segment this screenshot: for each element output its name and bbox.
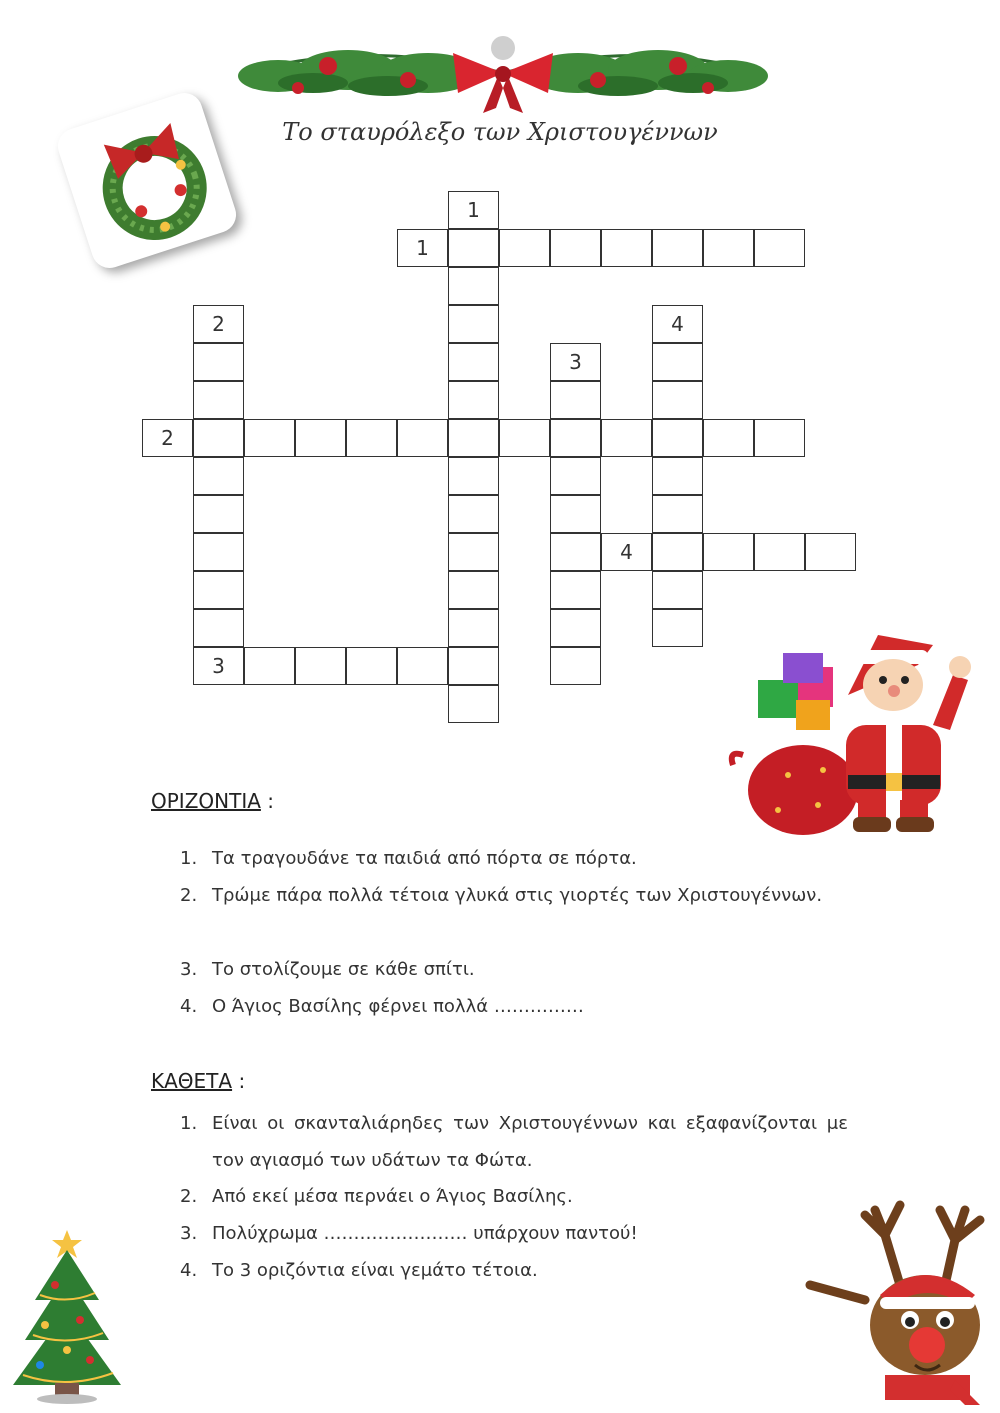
crossword-cell[interactable] — [652, 571, 703, 609]
crossword-cell[interactable] — [550, 495, 601, 533]
crossword-cell[interactable] — [193, 457, 244, 495]
christmas-garland-image — [238, 18, 768, 118]
across-clue-1: 1. Τα τραγουδάνε τα παιδιά από πόρτα σε πόρτα. — [180, 848, 637, 869]
clue-number-down-4: 4 — [671, 312, 684, 336]
crossword-cell[interactable] — [193, 533, 244, 571]
crossword-cell[interactable] — [142, 419, 193, 457]
page-title: Το σταυρόλεξο των Χριστουγέννων — [282, 118, 718, 146]
crossword-cell[interactable] — [601, 419, 652, 457]
down-clue-1: 1. Είναι οι σκανταλιάρηδες των Χριστουγέννων και εξαφανίζονται με τον αγιασμό των υδάτων τα Φώτα. — [180, 1113, 848, 1171]
crossword-cell[interactable] — [448, 685, 499, 723]
crossword-cell[interactable] — [754, 533, 805, 571]
crossword-cell[interactable] — [499, 229, 550, 267]
clue-number-across-4: 4 — [620, 540, 633, 564]
crossword-cell[interactable] — [193, 381, 244, 419]
crossword-cell[interactable] — [652, 533, 703, 571]
crossword-cell[interactable] — [193, 419, 244, 457]
clue-number-across-2: 2 — [161, 426, 174, 450]
reindeer-image — [805, 1195, 1000, 1405]
crossword-cell[interactable] — [448, 609, 499, 647]
across-clue-2: 2. Τρώμε πάρα πολλά τέτοια γλυκά στις γιορτές των Χριστουγέννων. — [180, 885, 823, 906]
crossword-cell[interactable] — [448, 533, 499, 571]
crossword-cell[interactable] — [754, 229, 805, 267]
crossword-cell[interactable] — [652, 495, 703, 533]
crossword-cell[interactable] — [601, 533, 652, 571]
crossword-cell[interactable] — [448, 495, 499, 533]
crossword-cell[interactable] — [703, 533, 754, 571]
crossword-cell[interactable] — [193, 305, 244, 343]
down-clue-2: 2. Από εκεί μέσα περνάει ο Άγιος Βασίλης. — [180, 1186, 573, 1207]
crossword-cell[interactable] — [295, 647, 346, 685]
crossword-cell[interactable] — [652, 381, 703, 419]
christmas-wreath-image — [53, 88, 240, 272]
clue-number-down-1: 1 — [467, 198, 480, 222]
christmas-tree-image — [5, 1225, 130, 1405]
crossword-cell[interactable] — [499, 419, 550, 457]
crossword-cell[interactable] — [193, 609, 244, 647]
clue-number-down-3: 3 — [569, 350, 582, 374]
crossword-cell[interactable] — [703, 229, 754, 267]
crossword-cell[interactable] — [193, 571, 244, 609]
crossword-cell[interactable] — [550, 419, 601, 457]
crossword-cell[interactable] — [346, 419, 397, 457]
crossword-cell[interactable] — [550, 571, 601, 609]
crossword-cell[interactable] — [652, 343, 703, 381]
crossword-cell[interactable] — [448, 647, 499, 685]
crossword-cell[interactable] — [805, 533, 856, 571]
crossword-cell[interactable] — [244, 647, 295, 685]
crossword-cell[interactable] — [754, 419, 805, 457]
crossword-cell[interactable] — [550, 343, 601, 381]
down-clue-3: 3. Πολύχρωμα …………………… υπάρχουν παντού! — [180, 1223, 638, 1244]
crossword-cell[interactable] — [397, 229, 448, 267]
crossword-cell[interactable] — [550, 229, 601, 267]
crossword-cell[interactable] — [244, 419, 295, 457]
crossword-cell[interactable] — [652, 457, 703, 495]
crossword-cell[interactable] — [448, 305, 499, 343]
clue-number-across-3: 3 — [212, 654, 225, 678]
down-heading: ΚΑΘΕΤΑ : — [151, 1069, 246, 1093]
across-heading: ΟΡΙΖΟΝΤΙΑ : — [151, 789, 275, 813]
clue-number-down-2: 2 — [212, 312, 225, 336]
crossword-cell[interactable] — [652, 609, 703, 647]
crossword-cell[interactable] — [448, 267, 499, 305]
crossword-cell[interactable] — [652, 229, 703, 267]
crossword-cell[interactable] — [652, 419, 703, 457]
down-clue-4: 4. Το 3 οριζόντια είναι γεμάτο τέτοια. — [180, 1260, 538, 1281]
crossword-cell[interactable] — [448, 381, 499, 419]
crossword-cell[interactable] — [193, 647, 244, 685]
santa-claus-image — [728, 605, 973, 840]
crossword-cell[interactable] — [550, 609, 601, 647]
crossword-cell[interactable] — [550, 381, 601, 419]
crossword-cell[interactable] — [295, 419, 346, 457]
crossword-cell[interactable] — [193, 495, 244, 533]
crossword-cell[interactable] — [448, 571, 499, 609]
crossword-cell[interactable] — [601, 229, 652, 267]
crossword-cell[interactable] — [550, 533, 601, 571]
crossword-cell[interactable] — [550, 457, 601, 495]
crossword-cell[interactable] — [397, 419, 448, 457]
crossword-cell[interactable] — [448, 229, 499, 267]
crossword-cell[interactable] — [448, 191, 499, 229]
crossword-cell[interactable] — [652, 305, 703, 343]
crossword-cell[interactable] — [193, 343, 244, 381]
crossword-cell[interactable] — [448, 343, 499, 381]
across-clue-3: 3. Το στολίζουμε σε κάθε σπίτι. — [180, 959, 475, 980]
crossword-cell[interactable] — [550, 647, 601, 685]
crossword-cell[interactable] — [346, 647, 397, 685]
clue-number-across-1: 1 — [416, 236, 429, 260]
crossword-cell[interactable] — [397, 647, 448, 685]
crossword-cell[interactable] — [448, 419, 499, 457]
across-clue-4: 4. Ο Άγιος Βασίλης φέρνει πολλά …………… — [180, 996, 584, 1017]
crossword-cell[interactable] — [703, 419, 754, 457]
crossword-cell[interactable] — [448, 457, 499, 495]
